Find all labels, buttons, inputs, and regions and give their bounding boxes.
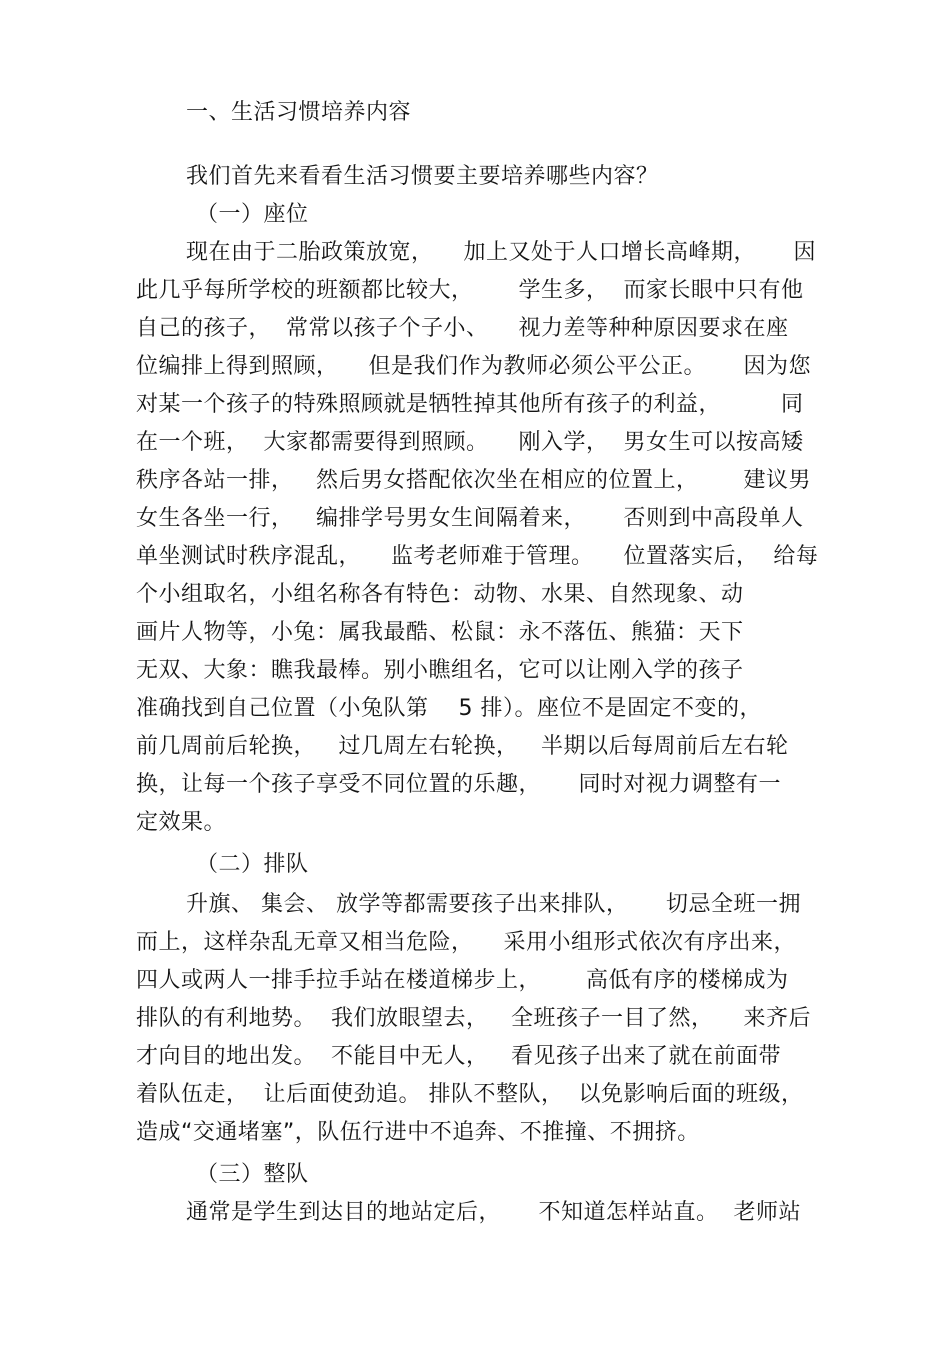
paragraph-line: 个小组取名，小组名称各有特色：动物、水果、自然现象、动 [136,582,744,607]
subsection-title-alignment: （三）整队 [196,1162,309,1187]
paragraph-line: 四人或两人一排手拉手站在楼道梯步上， 高低有序的楼梯成为 [136,968,789,993]
section-heading: 一、生活习惯培养内容 [186,100,412,125]
paragraph-line: 前几周前后轮换， 过几周左右轮换， 半期以后每周前后左右轮 [136,734,789,759]
paragraph-line: 女生各坐一行， 编排学号男女生间隔着来， 否则到中高段单人 [136,506,804,531]
paragraph-line: 在一个班， 大家都需要得到照顾。 刚入学， 男女生可以按高矮 [136,430,804,455]
paragraph-line: 无双、大象：瞧我最棒。别小瞧组名，它可以让刚入学的孩子 [136,658,744,683]
paragraph-line: 通常是学生到达目的地站定后， 不知道怎样站直。 老师站 [186,1200,801,1225]
paragraph-line: 位编排上得到照顾， 但是我们作为教师必须公平公正。 因为您 [136,354,811,379]
subsection-title-lineup: （二）排队 [196,852,309,877]
paragraph-line: 升旗、 集会、 放学等都需要孩子出来排队， 切忌全班一拥 [186,892,801,917]
paragraph-line: 才向目的地出发。 不能目中无人， 看见孩子出来了就在前面带 [136,1044,781,1069]
paragraph-line: 单坐测试时秩序混乱， 监考老师难于管理。 位置落实后， 给每 [136,544,819,569]
paragraph-line: 着队伍走， 让后面使劲追。 排队不整队， 以免影响后面的班级， [136,1082,804,1107]
paragraph-line: 排队的有利地势。 我们放眼望去， 全班孩子一目了然， 来齐后 [136,1006,811,1031]
paragraph-line: 准确找到自己位置（小兔队第 5 排）。座位不是固定不变的， [136,696,762,721]
paragraph-line: 此几乎每所学校的班额都比较大， 学生多， 而家长眼中只有他 [136,278,804,303]
paragraph-line: 现在由于二胎政策放宽， 加上又处于人口增长高峰期， 因 [186,240,816,265]
paragraph-line: 换，让每一个孩子享受不同位置的乐趣， 同时对视力调整有一 [136,772,781,797]
subsection-title-seating: （一）座位 [196,202,309,227]
paragraph-line: 造成“交通堵塞”，队伍行进中不追奔、不推撞、不拥挤。 [136,1120,700,1145]
paragraph-line: 自己的孩子， 常常以孩子个子小、 视力差等种种原因要求在座 [136,316,789,341]
paragraph-line: 对某一个孩子的特殊照顾就是牺牲掉其他所有孩子的利益， 同 [136,392,804,417]
intro-paragraph: 我们首先来看看生活习惯要主要培养哪些内容？ [186,164,659,189]
paragraph-line: 定效果。 [136,810,227,835]
paragraph-line: 而上，这样杂乱无章又相当危险， 采用小组形式依次有序出来， [136,930,796,955]
paragraph-line: 秩序各站一排， 然后男女搭配依次坐在相应的位置上， 建议男 [136,468,811,493]
paragraph-line: 画片人物等，小兔：属我最酷、松鼠：永不落伍、熊猫：天下 [136,620,744,645]
